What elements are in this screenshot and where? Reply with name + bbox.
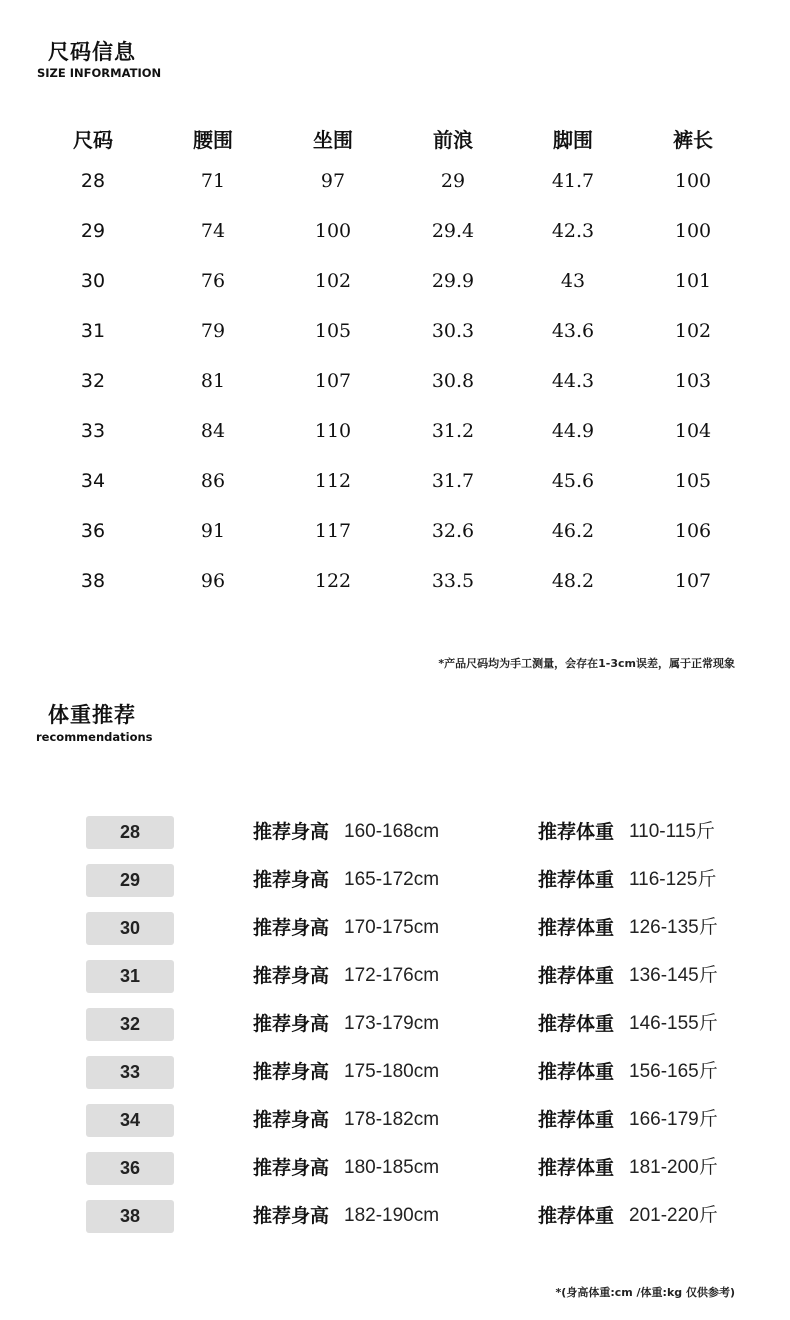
list-item	[0, 815, 790, 863]
size-table	[33, 120, 753, 606]
height-value: 172-176cm	[344, 965, 440, 986]
table-cell: 101	[674, 270, 712, 292]
table-cell: 103	[674, 370, 712, 392]
weight-value: 201-220斤	[629, 1205, 718, 1226]
size-section-subtitle: SIZE INFORMATION	[37, 66, 162, 80]
table-cell: 36	[80, 520, 106, 542]
table-cell: 30.3	[431, 320, 475, 342]
table-cell: 29.9	[431, 270, 475, 292]
header-length: 裤长	[673, 127, 713, 152]
height-value: 165-172cm	[344, 869, 440, 890]
list-item	[0, 959, 790, 1007]
table-cell: 76	[200, 270, 226, 292]
list-item	[0, 863, 790, 911]
table-cell: 97	[320, 170, 346, 192]
table-cell: 110	[314, 420, 352, 442]
list-item	[0, 1151, 790, 1199]
table-cell: 44.3	[551, 370, 595, 392]
table-cell: 38	[80, 570, 106, 592]
height-label: 推荐身高	[253, 965, 330, 987]
height-value: 180-185cm	[344, 1157, 440, 1178]
table-cell: 86	[200, 470, 226, 492]
table-cell: 41.7	[551, 170, 595, 192]
table-cell: 91	[200, 520, 226, 542]
weight-value: 110-115斤	[629, 821, 715, 842]
recommendation-list	[0, 815, 790, 1247]
table-cell: 43	[560, 270, 586, 292]
table-cell: 29	[440, 170, 466, 192]
table-row	[33, 506, 753, 556]
table-cell: 100	[674, 220, 712, 242]
list-item	[0, 1103, 790, 1151]
table-row	[33, 356, 753, 406]
table-row	[33, 406, 753, 456]
header-leg-opening: 脚围	[553, 127, 593, 152]
weight-value: 116-125斤	[629, 869, 717, 890]
table-cell: 44.9	[551, 420, 595, 442]
table-cell: 29	[80, 220, 106, 242]
weight-value: 126-135斤	[629, 917, 718, 938]
table-cell: 112	[314, 470, 352, 492]
size-badge: 38	[86, 1200, 174, 1233]
height-label: 推荐身高	[253, 1013, 330, 1035]
table-cell: 71	[200, 170, 226, 192]
weight-value: 156-165斤	[629, 1061, 718, 1082]
size-badge: 28	[86, 816, 174, 849]
table-cell: 107	[674, 570, 712, 592]
table-cell: 43.6	[551, 320, 595, 342]
size-table-header	[33, 120, 753, 156]
table-cell: 46.2	[551, 520, 595, 542]
header-size: 尺码	[73, 127, 113, 152]
header-waist: 腰围	[193, 127, 233, 152]
table-cell: 122	[314, 570, 352, 592]
table-cell: 31.2	[431, 420, 475, 442]
height-value: 170-175cm	[344, 917, 440, 938]
weight-label: 推荐体重	[538, 1157, 615, 1179]
size-badge: 34	[86, 1104, 174, 1137]
weight-label: 推荐体重	[538, 1205, 615, 1227]
weight-value: 166-179斤	[629, 1109, 718, 1130]
table-cell: 74	[200, 220, 226, 242]
size-note: *产品尺码均为手工测量，会存在1-3cm误差，属于正常现象	[438, 657, 735, 670]
weight-label: 推荐体重	[538, 821, 615, 843]
table-row	[33, 556, 753, 606]
table-row	[33, 206, 753, 256]
table-cell: 48.2	[551, 570, 595, 592]
height-label: 推荐身高	[253, 869, 330, 891]
table-cell: 31.7	[431, 470, 475, 492]
table-cell: 29.4	[431, 220, 475, 242]
table-row	[33, 306, 753, 356]
table-cell: 107	[314, 370, 352, 392]
table-cell: 106	[674, 520, 712, 542]
table-row	[33, 156, 753, 206]
height-value: 160-168cm	[344, 821, 440, 842]
table-cell: 34	[80, 470, 106, 492]
table-cell: 42.3	[551, 220, 595, 242]
table-cell: 31	[80, 320, 106, 342]
weight-label: 推荐体重	[538, 1013, 615, 1035]
height-label: 推荐身高	[253, 1109, 330, 1131]
table-cell: 33.5	[431, 570, 475, 592]
table-cell: 105	[314, 320, 352, 342]
weight-label: 推荐体重	[538, 965, 615, 987]
weight-label: 推荐体重	[538, 1109, 615, 1131]
table-cell: 79	[200, 320, 226, 342]
table-cell: 96	[200, 570, 226, 592]
list-item	[0, 1007, 790, 1055]
size-badge: 31	[86, 960, 174, 993]
list-item	[0, 1199, 790, 1247]
size-badge: 30	[86, 912, 174, 945]
height-value: 178-182cm	[344, 1109, 440, 1130]
height-label: 推荐身高	[253, 821, 330, 843]
table-cell: 84	[200, 420, 226, 442]
size-badge: 36	[86, 1152, 174, 1185]
table-cell: 33	[80, 420, 106, 442]
size-badge: 32	[86, 1008, 174, 1041]
height-label: 推荐身高	[253, 1061, 330, 1083]
weight-label: 推荐体重	[538, 869, 615, 891]
table-cell: 81	[200, 370, 226, 392]
table-cell: 105	[674, 470, 712, 492]
rec-section-title: 体重推荐	[48, 703, 136, 727]
weight-label: 推荐体重	[538, 1061, 615, 1083]
size-badge: 29	[86, 864, 174, 897]
table-cell: 100	[314, 220, 352, 242]
table-cell: 30.8	[431, 370, 475, 392]
header-hip: 坐围	[313, 127, 353, 152]
height-value: 182-190cm	[344, 1205, 440, 1226]
table-cell: 28	[80, 170, 106, 192]
weight-value: 136-145斤	[629, 965, 718, 986]
weight-label: 推荐体重	[538, 917, 615, 939]
table-cell: 104	[674, 420, 712, 442]
size-badge: 33	[86, 1056, 174, 1089]
table-cell: 32	[80, 370, 106, 392]
height-value: 173-179cm	[344, 1013, 440, 1034]
height-label: 推荐身高	[253, 1205, 330, 1227]
list-item	[0, 1055, 790, 1103]
table-cell: 102	[674, 320, 712, 342]
table-cell: 45.6	[551, 470, 595, 492]
table-cell: 100	[674, 170, 712, 192]
height-label: 推荐身高	[253, 1157, 330, 1179]
size-table-body	[33, 156, 753, 606]
table-row	[33, 256, 753, 306]
rec-section-subtitle: recommendations	[36, 730, 153, 744]
list-item	[0, 911, 790, 959]
header-rise: 前浪	[433, 127, 473, 152]
table-cell: 30	[80, 270, 106, 292]
rec-note: *(身高体重:cm /体重:kg 仅供参考)	[555, 1286, 735, 1299]
table-cell: 102	[314, 270, 352, 292]
table-cell: 117	[314, 520, 352, 542]
weight-value: 146-155斤	[629, 1013, 718, 1034]
size-section-title: 尺码信息	[48, 40, 136, 64]
table-row	[33, 456, 753, 506]
height-value: 175-180cm	[344, 1061, 440, 1082]
weight-value: 181-200斤	[629, 1157, 718, 1178]
height-label: 推荐身高	[253, 917, 330, 939]
table-cell: 32.6	[431, 520, 475, 542]
